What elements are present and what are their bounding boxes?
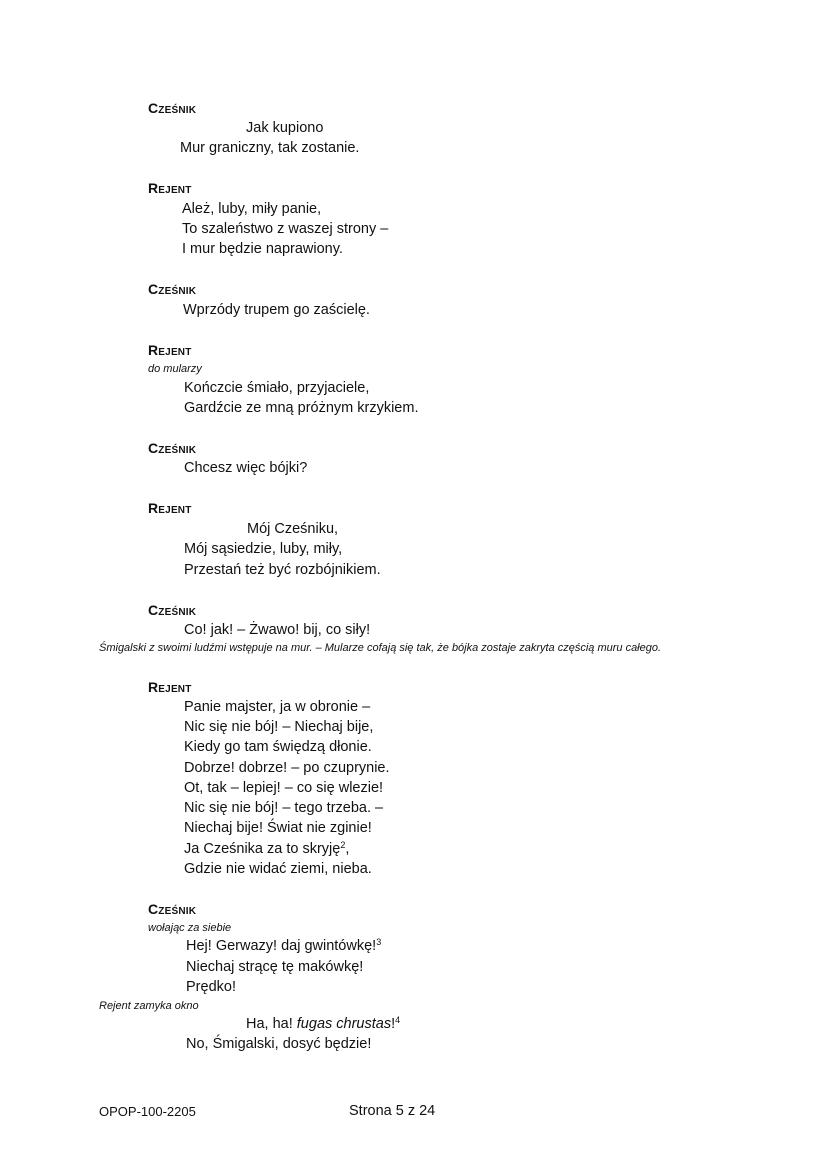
verse-line: Przestań też być rozbójnikiem. <box>184 562 381 578</box>
verse-line: Chcesz więc bójki? <box>184 460 308 476</box>
verse-line: To szaleństwo z waszej strony – <box>182 221 389 237</box>
footnote-ref[interactable]: 2 <box>340 840 346 850</box>
verse-text: Ha, ha! <box>246 1016 297 1032</box>
speaker-czesnik: Cześnik <box>148 281 197 297</box>
verse-line: I mur będzie naprawiony. <box>182 241 343 257</box>
speaker-czesnik: Cześnik <box>148 602 197 618</box>
verse-line <box>184 840 349 858</box>
verse-line: Niechaj strącę tę makówkę! <box>186 959 364 975</box>
verse-line: Ależ, luby, miły panie, <box>182 201 322 217</box>
punctuation: , <box>345 841 350 857</box>
verse-line: Prędko! <box>186 979 236 995</box>
speaker-rejent: Rejent <box>148 180 192 196</box>
footer-exam-code: OPOP-100-2205 <box>99 1104 196 1119</box>
verse-line: Mój sąsiedzie, luby, miły, <box>184 541 343 557</box>
stage-direction: Rejent zamyka okno <box>99 1000 199 1012</box>
verse-line: Gdzie nie widać ziemi, nieba. <box>184 861 372 877</box>
verse-line: Panie majster, ja w obronie – <box>184 699 371 715</box>
latin-phrase: fugas chrustas <box>296 1016 392 1032</box>
verse-line: Nic się nie bój! – Niechaj bije, <box>184 719 374 735</box>
speaker-czesnik: Cześnik <box>148 901 197 917</box>
stage-direction: wołając za siebie <box>148 922 232 934</box>
speaker-czesnik: Cześnik <box>148 440 197 456</box>
verse-line: Kiedy go tam świędzą dłonie. <box>184 739 372 755</box>
footnote-ref[interactable]: 4 <box>395 1015 401 1025</box>
speaker-rejent: Rejent <box>148 342 192 358</box>
verse-line: No, Śmigalski, dosyć będzie! <box>186 1036 372 1052</box>
verse-text: Hej! Gerwazy! daj gwintówkę! <box>186 938 377 954</box>
footnote-ref[interactable]: 3 <box>376 937 382 947</box>
verse-line <box>246 1015 400 1033</box>
verse-line: Mur graniczny, tak zostanie. <box>180 140 360 156</box>
stage-direction: do mularzy <box>148 363 202 375</box>
verse-line: Jak kupiono <box>246 120 324 136</box>
speaker-rejent: Rejent <box>148 500 192 516</box>
punctuation: ! <box>391 1016 396 1032</box>
verse-line: Wprzódy trupem go zaścielę. <box>183 302 370 318</box>
verse-line: Mój Cześniku, <box>247 521 339 537</box>
verse-line: Nic się nie bój! – tego trzeba. – <box>184 800 384 816</box>
verse-line <box>186 937 381 955</box>
verse-line: Kończcie śmiało, przyjaciele, <box>184 380 370 396</box>
speaker-rejent: Rejent <box>148 679 192 695</box>
speaker-czesnik: Cześnik <box>148 100 197 116</box>
verse-line: Dobrze! dobrze! – po czuprynie. <box>184 760 390 776</box>
verse-line: Co! jak! – Żwawo! bij, co siły! <box>184 622 371 638</box>
verse-line: Ot, tak – lepiej! – co się wlezie! <box>184 780 384 796</box>
verse-line: Gardźcie ze mną próżnym krzykiem. <box>184 400 419 416</box>
verse-line: Niechaj bije! Świat nie zginie! <box>184 820 372 836</box>
footer-page-number: Strona 5 z 24 <box>349 1103 436 1119</box>
stage-direction: Śmigalski z swoimi ludźmi wstępuje na mur. – Mularze cofają się tak, że bójka zostaje zakryta częścią muru całego. <box>99 642 662 654</box>
verse-text: Ja Cześnika za to skryję <box>184 841 341 857</box>
